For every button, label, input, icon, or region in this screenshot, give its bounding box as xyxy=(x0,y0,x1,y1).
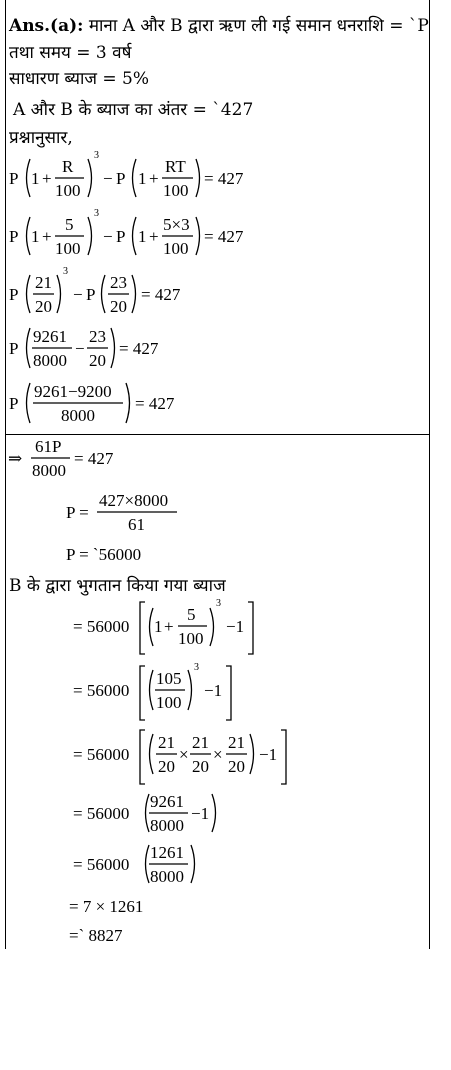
implies-arrow: ⇒ xyxy=(8,449,23,468)
principal: P xyxy=(9,394,19,413)
paren-open xyxy=(150,734,154,774)
equals-427: = 427 xyxy=(135,394,175,413)
bracket-close xyxy=(248,602,253,654)
twenty: 20 xyxy=(110,297,127,316)
rate-line: साधारण ब्याज = 5% xyxy=(9,69,149,89)
twenty-three: 23 xyxy=(89,327,106,346)
paren-close xyxy=(88,159,92,197)
equation-step-7 xyxy=(66,491,177,534)
equation-step-6 xyxy=(8,437,114,480)
eight-thousand: 8000 xyxy=(150,867,184,886)
principal: P xyxy=(9,339,19,358)
paren-close xyxy=(196,217,200,255)
equals-56000: = 56000 xyxy=(73,745,130,764)
paren-close xyxy=(57,275,61,313)
sixty-one: 61 xyxy=(128,515,145,534)
twenty: 20 xyxy=(35,297,52,316)
paren-open xyxy=(27,328,31,368)
exponent-three: 3 xyxy=(94,208,99,219)
equals-56000: = 56000 xyxy=(73,804,130,823)
equation-step-1 xyxy=(9,150,244,200)
times-sign: × xyxy=(213,745,223,764)
twenty-three: 23 xyxy=(110,273,127,292)
minus-sign: − xyxy=(103,169,113,188)
answer-label: Ans.(a): xyxy=(9,16,84,36)
bracket-close xyxy=(226,666,231,720)
plus-sign: + xyxy=(164,617,174,636)
hundred: 100 xyxy=(178,629,204,648)
final-answer: =` 8827 xyxy=(69,926,123,945)
one-two-six-one: 1261 xyxy=(150,843,184,862)
rate-symbol: R xyxy=(62,157,74,176)
times-sign: × xyxy=(179,745,189,764)
plus-sign: + xyxy=(42,169,52,188)
paren-open xyxy=(146,794,150,832)
hundred: 100 xyxy=(163,181,189,200)
principal: P xyxy=(116,227,126,246)
plus-sign: + xyxy=(149,227,159,246)
according-to-question: प्रश्नानुसार, xyxy=(9,128,73,148)
minus-sign: − xyxy=(73,285,83,304)
paren-close xyxy=(191,845,195,883)
paren-close xyxy=(212,794,216,832)
minus-one: −1 xyxy=(204,681,223,700)
equals-427: = 427 xyxy=(204,169,244,188)
equals-56000: = 56000 xyxy=(73,681,130,700)
plus-sign: + xyxy=(149,169,159,188)
bracket-open xyxy=(140,602,145,654)
nine-two-six-one: 9261 xyxy=(150,792,184,811)
paren-close xyxy=(196,159,200,197)
nine-two-six-one-minus-nine-two-zero-zero: 9261−9200 xyxy=(34,382,112,401)
principal: P xyxy=(9,285,19,304)
equals-427: = 427 xyxy=(119,339,159,358)
principal-result: P = `56000 xyxy=(66,545,142,564)
seven-times-1261: = 7 × 1261 xyxy=(69,897,144,916)
one: 1 xyxy=(138,227,147,246)
bracket-open xyxy=(140,730,145,784)
paren-open xyxy=(146,845,150,883)
intro-text: माना A और B द्वारा ऋण ली गई समान धनराशि = `P xyxy=(88,16,429,36)
twenty: 20 xyxy=(89,351,106,370)
paren-close xyxy=(210,608,214,646)
plus-sign: + xyxy=(42,227,52,246)
eight-thousand: 8000 xyxy=(32,461,66,480)
twenty-one: 21 xyxy=(192,733,209,752)
twenty-one: 21 xyxy=(228,733,245,752)
paren-open xyxy=(27,217,31,255)
hundred: 100 xyxy=(55,239,81,258)
one: 1 xyxy=(31,227,40,246)
eight-thousand: 8000 xyxy=(150,816,184,835)
eight-thousand: 8000 xyxy=(61,406,95,425)
interest-paid-heading: B के द्वारा भुगतान किया गया ब्याज xyxy=(9,576,226,596)
principal: P xyxy=(9,169,19,188)
paren-close xyxy=(132,275,136,313)
minus-sign: − xyxy=(103,227,113,246)
principal: P xyxy=(86,285,96,304)
five: 5 xyxy=(65,215,74,234)
five: 5 xyxy=(187,605,196,624)
one: 1 xyxy=(154,617,163,636)
paren-open xyxy=(133,159,137,197)
principal: P xyxy=(9,227,19,246)
equation-step-4 xyxy=(9,327,159,370)
paren-close xyxy=(250,734,254,774)
nine-two-six-one: 9261 xyxy=(33,327,67,346)
interest-step-2 xyxy=(73,662,231,720)
time-line: तथा समय = 3 वर्ष xyxy=(9,43,132,63)
one-zero-five: 105 xyxy=(156,669,182,688)
five-times-three: 5×3 xyxy=(163,215,190,234)
difference-line: A और B के ब्याज का अंतर = `427 xyxy=(13,100,254,120)
paren-open xyxy=(27,159,31,197)
paren-close xyxy=(126,383,130,423)
twenty-one: 21 xyxy=(35,273,52,292)
rate-time: RT xyxy=(165,157,186,176)
twenty: 20 xyxy=(192,757,209,776)
twenty: 20 xyxy=(228,757,245,776)
paren-open xyxy=(133,217,137,255)
p-equals: P = xyxy=(66,503,89,522)
bracket-close xyxy=(281,730,286,784)
equals-56000: = 56000 xyxy=(73,617,130,636)
one: 1 xyxy=(138,169,147,188)
minus-one: −1 xyxy=(226,617,245,636)
exponent-three: 3 xyxy=(216,598,221,609)
equals-427: = 427 xyxy=(74,449,114,468)
principal: P xyxy=(116,169,126,188)
hundred: 100 xyxy=(156,693,182,712)
four-two-seven-times-eight-thousand: 427×8000 xyxy=(99,491,169,510)
minus-one: −1 xyxy=(191,804,210,823)
minus-sign: − xyxy=(75,339,85,358)
interest-step-5 xyxy=(73,843,195,886)
hundred: 100 xyxy=(163,239,189,258)
eight-thousand: 8000 xyxy=(33,351,67,370)
paren-close xyxy=(111,328,115,368)
hundred: 100 xyxy=(55,181,81,200)
exponent-three: 3 xyxy=(94,150,99,161)
paren-open xyxy=(27,275,31,313)
paren-close xyxy=(188,670,192,710)
interest-step-3 xyxy=(73,730,286,784)
sixty-one-p: 61P xyxy=(35,437,62,456)
interest-step-1 xyxy=(73,598,253,654)
twenty-one: 21 xyxy=(158,733,175,752)
equation-step-2 xyxy=(9,208,244,258)
minus-one: −1 xyxy=(259,745,278,764)
exponent-three: 3 xyxy=(63,266,68,277)
paren-open xyxy=(27,383,31,423)
bracket-open xyxy=(140,666,145,720)
paren-open xyxy=(150,608,154,646)
interest-step-4 xyxy=(73,792,216,835)
equals-56000: = 56000 xyxy=(73,855,130,874)
equals-427: = 427 xyxy=(204,227,244,246)
twenty: 20 xyxy=(158,757,175,776)
paren-open xyxy=(102,275,106,313)
equals-427: = 427 xyxy=(141,285,181,304)
paren-close xyxy=(88,217,92,255)
equation-step-3 xyxy=(9,266,181,316)
exponent-three: 3 xyxy=(194,662,199,673)
equation-step-5 xyxy=(9,382,175,425)
one: 1 xyxy=(31,169,40,188)
paren-open xyxy=(150,670,154,710)
